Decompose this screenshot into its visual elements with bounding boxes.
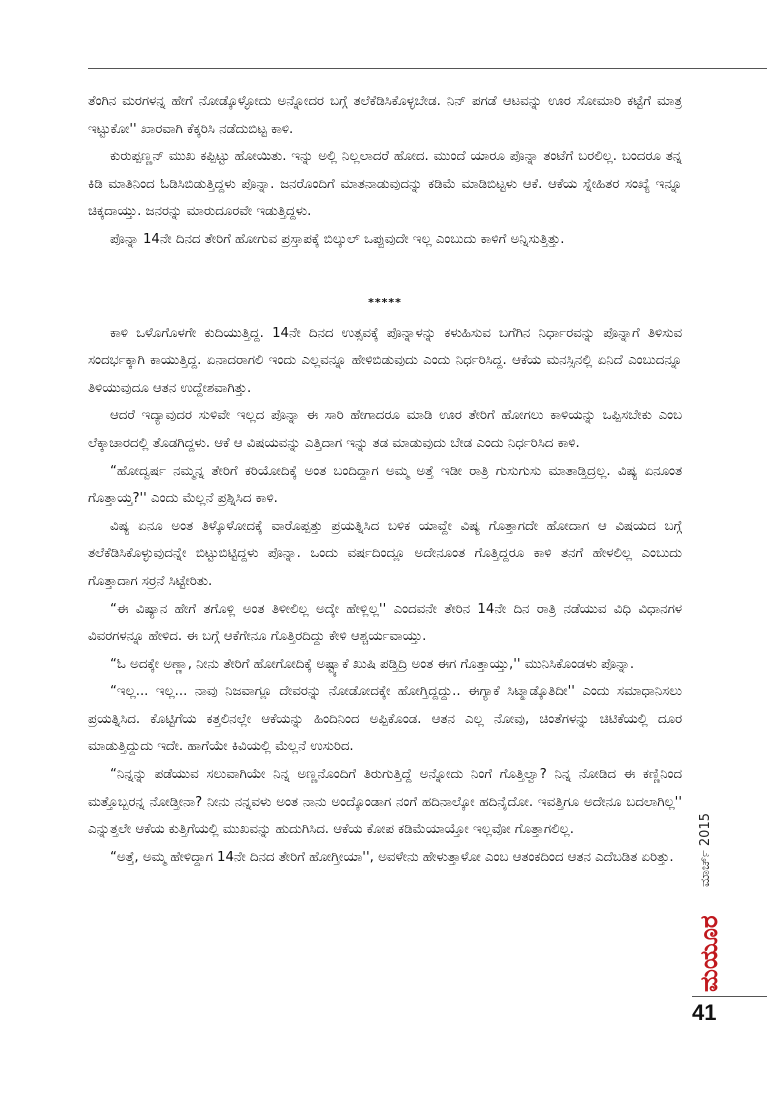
- paragraph-11: “ನಿನ್ನನ್ನು ಪಡೆಯುವ ಸಲುವಾಗಿಯೇ ನಿನ್ನ ಅಣ್ಣನೊಂದಿಗೆ ತಿರುಗುತ್ತಿದ್ದೆ ಅನ್ನೋದು ನಿಂಗೆ ಗೊತ್ತಿಲ್ವಾ? ನಿನ್ನ ನೋಡಿದ ಈ ಕಣ್ಣಿನಿಂದ ಮತ್ತೊಬ್ಬರನ್ನ ನೋಡ್ತೀನಾ? ನೀನು ನನ್ನವಳು ಅಂತ ನಾನು ಅಂದ್ಕೊಂಡಾಗ ನಂಗೆ ಹದಿನಾಲ್ಕೋ ಹದಿನೈದೋ. ಇವತ್ತಿಗೂ ಅದೇನೂ ಬದಲಾಗಿಲ್ಲ'' ಎನ್ನುತ್ತಲೇ ಆಕೆಯ ಕುತ್ತಿಗೆಯಲ್ಲಿ ಮುಖವನ್ನು ಹುದುಗಿಸಿದ. ಆಕೆಯ ಕೋಪ ಕಡಿಮೆಯಾಯ್ತೋ ಇಲ್ಲವೋ ಗೊತ್ತಾಗಲಿಲ್ಲ.: [88, 767, 682, 838]
- issue-date: ಮಾರ್ಚ್ 2015: [698, 813, 713, 887]
- paragraph-7: ವಿಷ್ಯ ಏನೂ ಅಂತ ತಿಳ್ಕೊಳೋದಕ್ಕೆ ವಾರೊಪ್ಪತ್ತು ಪ್ರಯತ್ನಿಸಿದ ಬಳಿಕ ಯಾವ್ದೇ ವಿಷ್ಯ ಗೊತ್ತಾಗದೇ ಹೋದಾಗ ಆ ವಿಷಯದ ಬಗ್ಗೆ ತಲೆಕೆಡಿಸಿಕೊಳ್ಳುವುದನ್ನೇ ಬಿಟ್ಟುಬಿಟ್ಟಿದ್ದಳು ಪೊನ್ನಾ. ಒಂದು ವರ್ಷದಿಂದ್ಲೂ ಅದೇನೂಂತ ಗೊತ್ತಿದ್ದರೂ ಕಾಳಿ ತನಗೆ ಹೇಳಲಿಲ್ಲ ಎಂಬುದು ಗೊತ್ತಾದಾಗ ಸರ್ರನೆ ಸಿಟ್ಟೇರಿತು.: [88, 518, 682, 589]
- paragraph-2: ಕುರುಪ್ಪಣ್ಣನ್ ಮುಖ ಕಪ್ಪಿಟ್ಟು ಹೋಯಿತು. ಇನ್ನು ಅಲ್ಲಿ ನಿಲ್ಲಲಾದರೆ ಹೋದ. ಮುಂದೆ ಯಾರೂ ಪೊನ್ನಾ ತಂಟೆಗೆ ಬರಲಿಲ್ಲ. ಬಂದರೂ ತನ್ನ ಕಿಡಿ ಮಾತಿನಿಂದ ಓಡಿಸಿಬಿಡುತ್ತಿದ್ದಳು ಪೊನ್ನಾ. ಜನರೊಂದಿಗೆ ಮಾತನಾಡುವುದನ್ನು ಕಡಿಮೆ ಮಾಡಿಬಿಟ್ಟಳು ಆಕೆ. ಆಕೆಯ ಸ್ನೇಹಿತರ ಸಂಖ್ಯೆ ಇನ್ನೂ ಚಿಕ್ಕದಾಯ್ತು. ಜನರನ್ನು ಮಾರುದೂರವೇ ಇಡುತ್ತಿದ್ದಳು.: [88, 149, 682, 220]
- section-separator: *****: [368, 295, 402, 309]
- article-body: [88, 88, 682, 871]
- magazine-logo: ಮಯೂರ: [695, 915, 723, 993]
- paragraph-4: ಕಾಳಿ ಒಳೊಗೊಳಗೇ ಕುದಿಯುತ್ತಿದ್ದ. 14ನೇ ದಿನದ ಉತ್ಸವಕ್ಕೆ ಪೊನ್ನಾಳನ್ನು ಕಳುಹಿಸುವ ಬಗೆಗಿನ ನಿರ್ಧಾರವನ್ನು ಪೊನ್ನಾಗೆ ತಿಳಿಸುವ ಸಂದರ್ಭಕ್ಕಾಗಿ ಕಾಯುತ್ತಿದ್ದ. ಏನಾದರಾಗಲಿ ಇಂದು ಎಲ್ಲವನ್ನೂ ಹೇಳಿಬಿಡುವುದು ಎಂದು ನಿರ್ಧರಿಸಿದ್ದ. ಆಕೆಯ ಮನಸ್ಸಿನಲ್ಲಿ ಏನಿದೆ ಎಂಬುದನ್ನೂ ತಿಳಿಯುವುದೂ ಆತನ ಉದ್ದೇಶವಾಗಿತ್ತು.: [88, 325, 683, 396]
- bottom-rule: [692, 996, 767, 997]
- paragraph-5: ಆದರೆ ಇದ್ಯಾವುದರ ಸುಳಿವೇ ಇಲ್ಲದ ಪೊನ್ನಾ ಈ ಸಾರಿ ಹೇಗಾದರೂ ಮಾಡಿ ಊರ ತೇರಿಗೆ ಹೋಗಲು ಕಾಳಿಯನ್ನು ಒಪ್ಪಿಸಬೇಕು ಎಂಬ ಲೆಕ್ಕಾಚಾರದಲ್ಲಿ ತೊಡಗಿದ್ದಳು. ಆಕೆ ಆ ವಿಷಯವನ್ನು ಎತ್ತಿದಾಗ ಇನ್ನು ತಡ ಮಾಡುವುದು ಬೇಡ ಎಂದು ನಿರ್ಧರಿಸಿದ ಕಾಳಿ.: [88, 408, 682, 451]
- paragraph-9: “ಓ ಅದಕ್ಕೇ ಅಣ್ಣಾ, ನೀನು ತೇರಿಗೆ ಹೋಗೋದಿಕ್ಕೆ ಅಷ್ಟ್ಯಾಕೆ ಖುಷಿ ಪಡ್ತಿದ್ರಿ ಅಂತ ಈಗ ಗೊತ್ತಾಯ್ತು,'' ಮುನಿಸಿಕೊಂಡಳು ಪೊನ್ನಾ.: [110, 656, 635, 672]
- top-rule: [88, 68, 767, 69]
- paragraph-1: ತೆಂಗಿನ ಮರಗಳನ್ನ ಹೇಗೆ ನೋಡ್ಕೊಳ್ಳೋದು ಅನ್ನೋದರ ಬಗ್ಗೆ ತಲೆಕೆಡಿಸಿಕೊಳ್ಳಬೇಡ. ನಿನ್ ಪಗಡೆ ಆಟವನ್ನು ಊರ ಸೋಮಾರಿ ಕಟ್ಟೆಗೆ ಮಾತ್ರ ಇಟ್ಟುಕೋ'' ಖಾರವಾಗಿ ಕೆಕ್ಕರಿಸಿ ನಡೆದುಬಿಟ್ಟ ಕಾಳಿ.: [88, 94, 682, 137]
- paragraph-6: “ಹೋದ್ವರ್ಷ ನಮ್ಮನ್ನ ತೇರಿಗೆ ಕರಿಯೋದಿಕ್ಕೆ ಅಂತ ಬಂದಿದ್ದಾಗ ಅಮ್ಮ ಅತ್ತೆ ಇಡೀ ರಾತ್ರಿ ಗುಸುಗುಸು ಮಾತಾಡ್ತಿದ್ರಲ್ಲ. ವಿಷ್ಯ ಏನೂಂತ ಗೊತ್ತಾಯ್ತ?'' ಎಂದು ಮೆಲ್ಲನೆ ಪ್ರಶ್ನಿಸಿದ ಕಾಳಿ.: [88, 463, 682, 507]
- page-number: 41: [692, 1000, 717, 1025]
- magazine-side-label: [694, 800, 724, 993]
- paragraph-3: ಪೊನ್ನಾ 14ನೇ ದಿನದ ತೇರಿಗೆ ಹೋಗುವ ಪ್ರಸ್ತಾಪಕ್ಕೆ ಬಿಲ್ಕುಲ್ ಒಪ್ಪುವುದೇ ಇಲ್ಲ ಎಂಬುದು ಕಾಳಿಗೆ ಅನ್ನಿಸುತ್ತಿತ್ತು.: [110, 231, 565, 247]
- paragraph-8: “ಈ ವಿಷ್ಯಾನ ಹೇಗೆ ತಗೊಳ್ಲಿ ಅಂತ ತಿಳೀಲಿಲ್ಲ ಅದ್ಕೇ ಹೇಳ್ಲಿಲ್ಲ'' ಎಂದವನೇ ತೇರಿನ 14ನೇ ದಿನ ರಾತ್ರಿ ನಡೆಯುವ ವಿಧಿ ವಿಧಾನಗಳ ವಿವರಗಳನ್ನೂ ಹೇಳಿದ. ಈ ಬಗ್ಗೆ ಆಕೆಗೇನೂ ಗೊತ್ತಿರದಿದ್ದು ಕೇಳಿ ಆಶ್ಚರ್ಯವಾಯ್ತು.: [88, 601, 682, 645]
- paragraph-12: “ಅತ್ತೆ, ಅಮ್ಮ ಹೇಳಿದ್ದಾಗ 14ನೇ ದಿನದ ತೇರಿಗೆ ಹೋಗ್ತೀಯಾ'', ಅವಳೇನು ಹೇಳುತ್ತಾಳೋ ಎಂಬ ಆತಂಕದಿಂದ ಆತನ ಎದೆಬಡಿತ ಏರಿತ್ತು.: [110, 849, 674, 865]
- paragraph-10: “ಇಲ್ಲ... ಇಲ್ಲ... ನಾವು ನಿಜವಾಗ್ಲೂ ದೇವರನ್ನು ನೋಡೋದಕ್ಕೇ ಹೋಗ್ತಿದ್ದದ್ದು.. ಈಗ್ಯಾಕೆ ಸಿಟ್ಮಾಡ್ಕೊತಿದೀ'' ಎಂದು ಸಮಾಧಾನಿಸಲು ಪ್ರಯತ್ನಿಸಿದ. ಕೊಟ್ಟಿಗೆಯ ಕತ್ತಲಿನಲ್ಲೇ ಆಕೆಯನ್ನು ಹಿಂದಿನಿಂದ ಅಪ್ಪಿಕೊಂಡ. ಆತನ ಎಲ್ಲ ನೋವು, ಚಿಂತೆಗಳನ್ನು ಚಿಟಿಕೆಯಲ್ಲಿ ದೂರ ಮಾಡುತ್ತಿದ್ದುದು ಇದೇ. ಹಾಗೆಯೇ ಕಿವಿಯಲ್ಲಿ ಮೆಲ್ಲನೆ ಉಸುರಿದ.: [88, 684, 682, 755]
